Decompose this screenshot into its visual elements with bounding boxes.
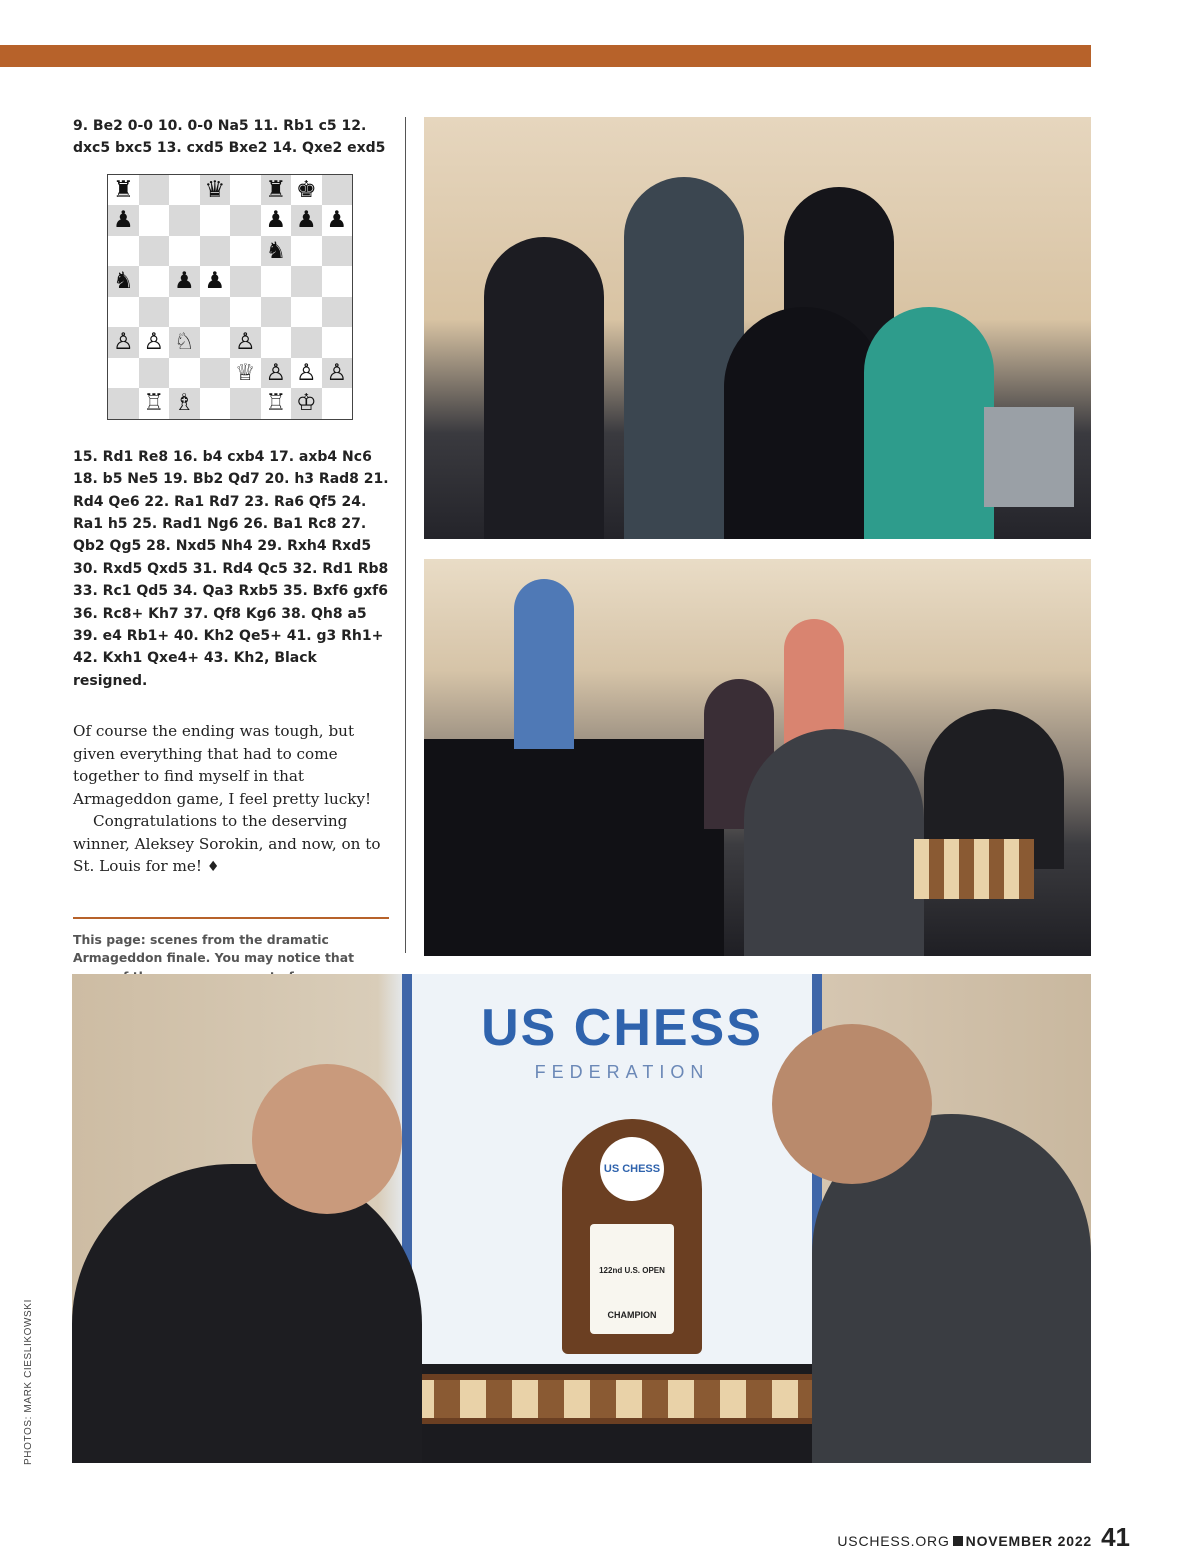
board-square: ♙ <box>291 358 322 389</box>
board-square <box>169 358 200 389</box>
board-square <box>322 388 353 419</box>
board-square <box>200 327 231 358</box>
photo-chessboard <box>402 1374 822 1424</box>
banner-subtitle: FEDERATION <box>534 1062 710 1082</box>
photo-figure <box>744 729 924 956</box>
photo-table <box>424 739 724 956</box>
board-square: ♙ <box>108 327 139 358</box>
board-square <box>230 175 261 206</box>
board-square: ♞ <box>108 266 139 297</box>
board-square: ♟ <box>291 205 322 236</box>
board-square <box>291 327 322 358</box>
board-square <box>322 266 353 297</box>
board-square <box>108 236 139 267</box>
board-square <box>322 297 353 328</box>
photo-armageddon-game-crowd <box>424 559 1091 956</box>
board-square: ♔ <box>291 388 322 419</box>
article-paragraph-1: Of course the ending was tough, but given everything that had to come together to find myself in that Armageddon game, I feel pretty lucky! <box>73 722 372 808</box>
banner-title: US CHESS <box>481 999 763 1057</box>
board-square: ♗ <box>169 388 200 419</box>
board-square: ♙ <box>230 327 261 358</box>
board-square <box>291 236 322 267</box>
board-square: ♟ <box>200 266 231 297</box>
board-square: ♖ <box>139 388 170 419</box>
board-square: ♙ <box>322 358 353 389</box>
board-square <box>200 297 231 328</box>
photo-credit: PHOTOS: MARK CIESLIKOWSKI <box>23 1299 34 1465</box>
game-moves-part-1: 9. Be2 0-0 10. 0-0 Na5 11. Rb1 c5 12. dxc5 bxc5 13. cxd5 Bxe2 14. Qxe2 exd5 <box>73 118 386 157</box>
photo-figure <box>484 237 604 539</box>
page-number: 41 <box>1101 1522 1130 1552</box>
photo-spectators-watching-laptop <box>424 117 1091 539</box>
board-square: ♛ <box>200 175 231 206</box>
photo-laptop <box>984 407 1074 507</box>
board-square <box>291 266 322 297</box>
board-square: ♞ <box>261 236 292 267</box>
board-square <box>139 236 170 267</box>
game-moves-part-2: 15. Rd1 Re8 16. b4 cxb4 17. axb4 Nc6 18. b5 Ne5 19. Bb2 Qd7 20. h3 Rad8 21. Rd4 Qe6 22. Ra1 Rd7 23. Ra6 Qf5 24. Ra1 h5 25. Rad1 Ng6 26. Ba1 Rc8 27. Qb2 Qg5 28. Nxd5 Nh4 29. Rxh4 Rxd5 30. Rxd5 Qxd5 31. Rd4 Qc5 32. Rd1 Rb8 33. Rc1 Qd5 34. Qa3 Rxb5 35. Bxf6 gxf6 36. Rc8+ Kh7 37. Qf8 Kg6 38. Qh8 a5 39. e4 Rb1+ 40. Kh2 Qe5+ 41. g3 Rh1+ 42. Kxh1 Qxe4+ 43. Kh2, Black resigned. <box>73 448 389 689</box>
photo-figure <box>864 307 994 539</box>
board-square <box>108 297 139 328</box>
board-square <box>261 266 292 297</box>
board-square <box>322 175 353 206</box>
board-square: ♘ <box>169 327 200 358</box>
trophy-logo: US CHESS <box>600 1137 664 1201</box>
photo-final-game-trophy <box>72 974 1091 1463</box>
board-square <box>200 205 231 236</box>
board-square <box>139 266 170 297</box>
board-square <box>169 236 200 267</box>
board-square <box>169 175 200 206</box>
caption-divider <box>73 917 389 919</box>
photo-player-left-head <box>252 1064 402 1214</box>
header-accent-bar <box>0 45 1091 67</box>
board-square: ♟ <box>169 266 200 297</box>
board-square <box>200 388 231 419</box>
board-square <box>291 297 322 328</box>
end-mark-icon: ♦ <box>206 859 220 876</box>
board-square <box>322 327 353 358</box>
board-square <box>230 388 261 419</box>
column-divider <box>405 117 406 953</box>
article-paragraph-2-text: Congratulations to the deserving winner, Aleksey Sorokin, and now, on to St. Louis for me! <box>73 812 381 876</box>
photo-figure <box>724 307 884 539</box>
board-square: ♜ <box>108 175 139 206</box>
trophy-event: 122nd U.S. OPEN <box>599 1266 665 1275</box>
photo-player-right-head <box>772 1024 932 1184</box>
board-square: ♟ <box>261 205 292 236</box>
board-square: ♜ <box>261 175 292 206</box>
chess-diagram <box>107 174 353 420</box>
photo-player-left <box>72 1164 422 1463</box>
page-footer <box>837 1533 1092 1549</box>
photo-figure <box>514 579 574 749</box>
board-square <box>169 297 200 328</box>
photo-caption: This page: scenes from the dramatic Armageddon finale. You may notice that <box>73 931 355 966</box>
footer-issue: NOVEMBER 2022 <box>965 1533 1092 1549</box>
board-square <box>230 236 261 267</box>
board-square <box>139 297 170 328</box>
board-square <box>108 388 139 419</box>
board-square: ♙ <box>261 358 292 389</box>
board-square: ♙ <box>139 327 170 358</box>
board-square <box>200 236 231 267</box>
board-square <box>169 205 200 236</box>
board-square <box>108 358 139 389</box>
photo-chessboard <box>914 839 1034 899</box>
board-square <box>139 358 170 389</box>
board-square <box>230 205 261 236</box>
board-square <box>261 297 292 328</box>
board-square: ♚ <box>291 175 322 206</box>
board-square: ♕ <box>230 358 261 389</box>
square-icon <box>953 1536 963 1546</box>
board-square <box>322 236 353 267</box>
board-square <box>230 297 261 328</box>
board-square: ♖ <box>261 388 292 419</box>
board-square: ♟ <box>322 205 353 236</box>
trophy-plaque <box>590 1224 674 1334</box>
article-column <box>73 115 389 1005</box>
board-square <box>139 205 170 236</box>
board-square <box>230 266 261 297</box>
article-paragraph-2 <box>73 810 389 879</box>
board-square: ♟ <box>108 205 139 236</box>
board-square <box>139 175 170 206</box>
footer-site: USCHESS.ORG <box>837 1533 950 1549</box>
trophy-title: CHAMPION <box>607 1310 657 1320</box>
champion-trophy <box>562 1119 702 1354</box>
board-square <box>200 358 231 389</box>
board-square <box>261 327 292 358</box>
